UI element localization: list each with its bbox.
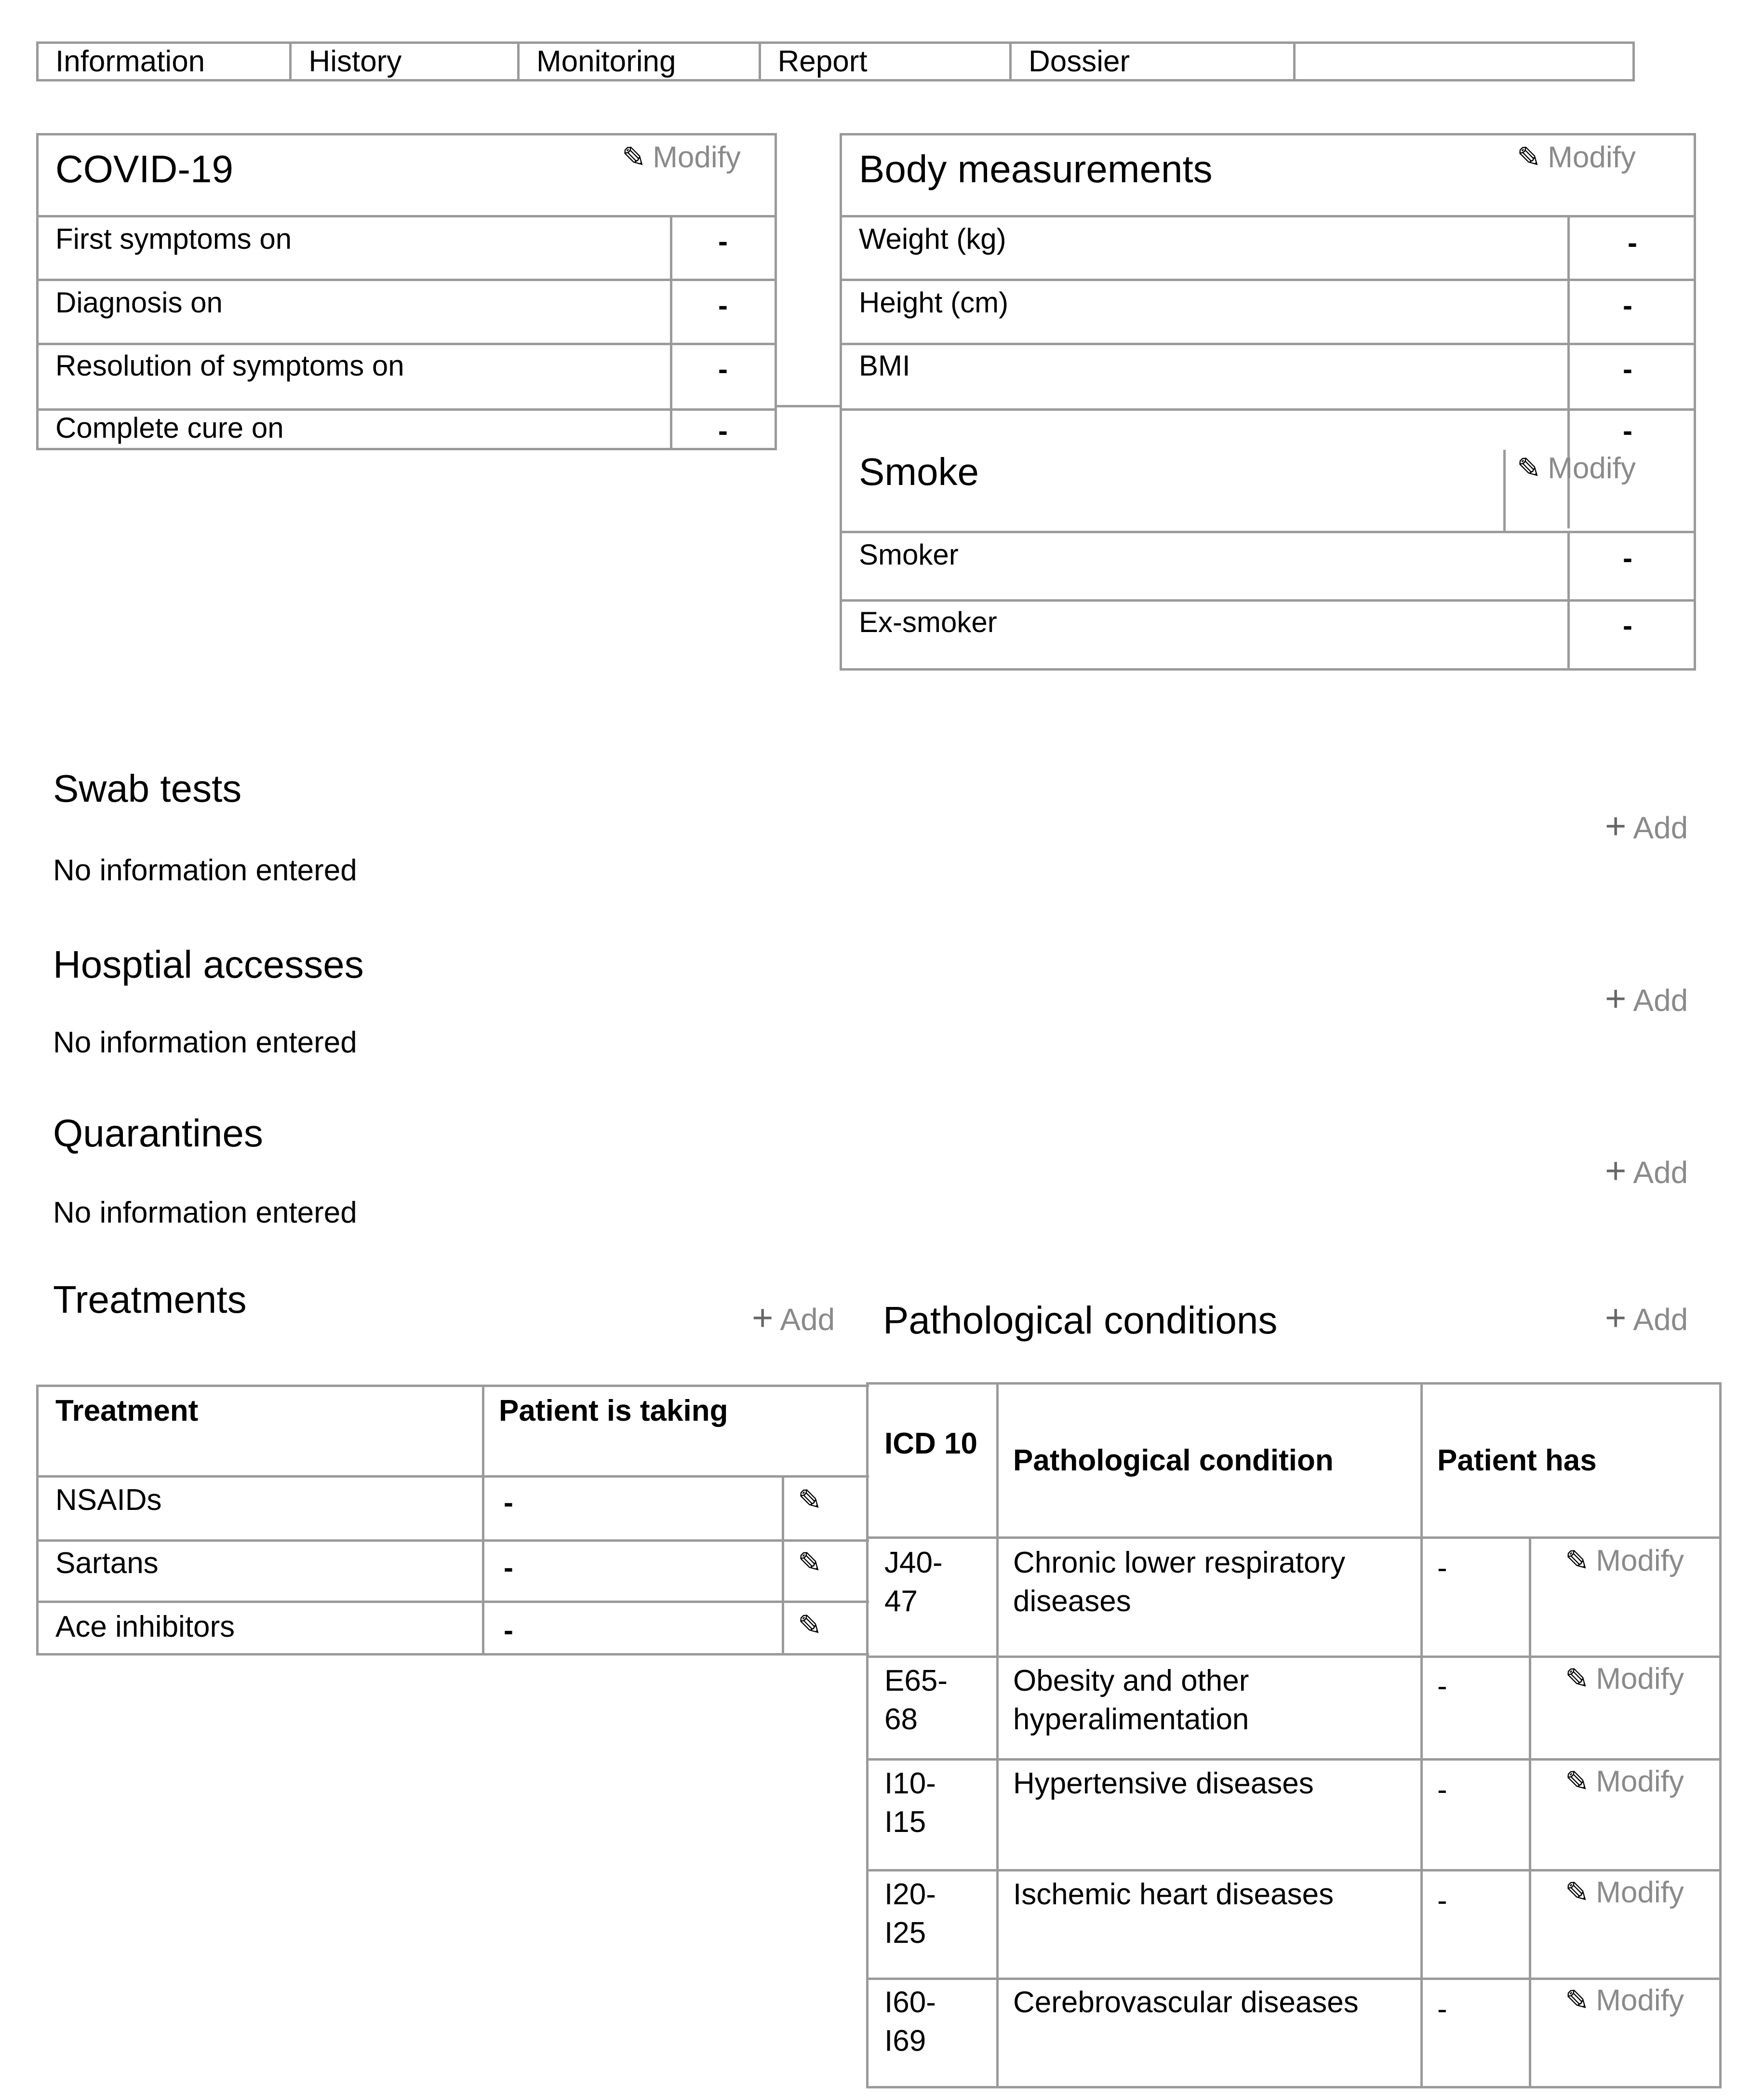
add-label: Add (780, 1302, 835, 1337)
treatment-name: NSAIDs (55, 1483, 162, 1517)
treatment-edit-pencil-icon[interactable]: ✎ (798, 1609, 822, 1642)
pencil-icon: ✎ (622, 141, 646, 174)
tab-history[interactable]: History (292, 44, 520, 79)
patho-condition: Obesity and other hyperalimentation (1013, 1664, 1249, 1736)
patho-modify-button[interactable] (1565, 1983, 1684, 2018)
body-panel (840, 133, 1696, 671)
treatments-title: Treatments (53, 1278, 247, 1321)
covid-row-label: Complete cure on (55, 412, 284, 444)
covid-title: COVID-19 (55, 148, 233, 190)
pencil-icon: ✎ (1565, 1765, 1590, 1798)
pathological-title: Pathological conditions (883, 1299, 1278, 1342)
tab-monitoring[interactable]: Monitoring (520, 44, 761, 79)
pencil-icon: ✎ (1565, 1663, 1590, 1695)
swab-tests-add-button[interactable] (1605, 805, 1688, 847)
patho-has: - (1437, 1773, 1447, 1806)
patho-modify-label: Modify (1596, 1662, 1684, 1696)
pencil-icon: ✎ (1565, 1984, 1590, 2017)
patho-modify-label: Modify (1596, 1876, 1684, 1909)
treatments-table (36, 1385, 869, 1656)
plus-icon: + (1605, 1150, 1627, 1191)
body-title: Body measurements (859, 148, 1213, 190)
patho-header-condition: Pathological condition (1013, 1444, 1334, 1477)
pathological-add-button[interactable] (1605, 1297, 1688, 1339)
plus-icon: + (1605, 1297, 1627, 1338)
body-row-value: - (1623, 289, 1632, 322)
smoke-row-value: - (1623, 609, 1632, 642)
body-row-value: - (1628, 227, 1637, 259)
covid-row-value: - (718, 289, 728, 322)
treatment-name: Ace inhibitors (55, 1610, 235, 1643)
smoke-modify-button[interactable] (1517, 451, 1636, 485)
treatments-header-treatment: Treatment (55, 1394, 199, 1427)
tab-dossier[interactable]: Dossier (1012, 44, 1296, 79)
patho-has: - (1437, 1992, 1447, 2026)
swab-tests-title: Swab tests (53, 767, 242, 810)
patho-header-has: Patient has (1437, 1444, 1597, 1477)
patho-has: - (1437, 1551, 1447, 1585)
patho-icd: I10-I15 (884, 1767, 936, 1839)
patho-modify-label: Modify (1596, 1544, 1684, 1577)
patho-header-icd: ICD 10 (884, 1427, 977, 1460)
patho-icd: E65-68 (884, 1664, 948, 1736)
pencil-icon: ✎ (1565, 1876, 1590, 1909)
treatment-taking: - (504, 1486, 513, 1519)
plus-icon: + (752, 1297, 774, 1338)
body-modify-label: Modify (1548, 141, 1636, 174)
pathological-table (866, 1382, 1722, 2088)
treatment-edit-pencil-icon[interactable]: ✎ (798, 1547, 822, 1579)
covid-row-label: First symptoms on (55, 223, 292, 255)
covid-row-label: Diagnosis on (55, 286, 223, 319)
plus-icon: + (1605, 978, 1627, 1019)
smoke-modify-label: Modify (1548, 452, 1636, 485)
add-label: Add (1633, 1302, 1688, 1337)
patho-has: - (1437, 1669, 1447, 1703)
patho-condition: Cerebrovascular diseases (1013, 1986, 1359, 2019)
smoke-row-label: Ex-smoker (859, 606, 997, 638)
quarantines-title: Quarantines (53, 1112, 263, 1155)
body-row-label: Height (cm) (859, 286, 1009, 319)
quarantines-empty: No information entered (53, 1196, 357, 1229)
body-row-label: BMI (859, 350, 910, 382)
body-row-value: - (1623, 353, 1632, 385)
patho-icd: I60-I69 (884, 1986, 936, 2058)
tab-information[interactable]: Information (39, 44, 292, 79)
patho-modify-button[interactable] (1565, 1764, 1684, 1799)
covid-panel (36, 133, 777, 450)
plus-icon: + (1605, 806, 1627, 847)
hospital-accesses-empty: No information entered (53, 1026, 357, 1059)
pencil-icon: ✎ (1517, 452, 1541, 485)
patho-modify-label: Modify (1596, 1984, 1684, 2017)
covid-modify-button[interactable] (622, 140, 741, 175)
pencil-icon: ✎ (1517, 141, 1541, 174)
covid-row-value: - (718, 225, 728, 257)
patho-modify-button[interactable] (1565, 1662, 1684, 1696)
body-modify-button[interactable] (1517, 140, 1636, 175)
body-extra-value: - (1623, 415, 1632, 447)
patho-has: - (1437, 1884, 1447, 1917)
add-label: Add (1633, 983, 1688, 1018)
smoke-row-label: Smoker (859, 538, 959, 571)
patho-modify-button[interactable] (1565, 1544, 1684, 1578)
treatment-edit-pencil-icon[interactable]: ✎ (798, 1484, 822, 1516)
patho-condition: Ischemic heart diseases (1013, 1878, 1334, 1911)
covid-row-value: - (718, 353, 728, 385)
add-label: Add (1633, 810, 1688, 845)
patho-icd: I20-I25 (884, 1878, 936, 1950)
patho-condition: Hypertensive diseases (1013, 1767, 1314, 1800)
tab-empty[interactable] (1296, 44, 1632, 79)
covid-row-label: Resolution of symptoms on (55, 350, 404, 382)
patho-modify-label: Modify (1596, 1765, 1684, 1798)
add-label: Add (1633, 1155, 1688, 1190)
pencil-icon: ✎ (1565, 1545, 1590, 1577)
body-row-label: Weight (kg) (859, 223, 1006, 255)
treatment-name: Sartans (55, 1547, 159, 1580)
tab-report[interactable]: Report (761, 44, 1012, 79)
treatment-taking: - (504, 1614, 513, 1646)
quarantines-add-button[interactable] (1605, 1150, 1688, 1192)
swab-tests-empty: No information entered (53, 854, 357, 887)
covid-row-value: - (718, 415, 728, 447)
patho-icd: J40-47 (884, 1546, 943, 1618)
treatment-taking: - (504, 1551, 513, 1584)
hospital-accesses-add-button[interactable] (1605, 978, 1688, 1020)
covid-modify-label: Modify (653, 141, 741, 174)
tab-bar (36, 41, 1635, 81)
treatments-add-button[interactable] (752, 1297, 835, 1339)
smoke-title: Smoke (859, 450, 979, 493)
treatments-header-taking: Patient is taking (499, 1394, 728, 1427)
smoke-row-value: - (1623, 542, 1632, 574)
patho-modify-button[interactable] (1565, 1875, 1684, 1910)
patho-condition: Chronic lower respiratory diseases (1013, 1546, 1346, 1618)
hospital-accesses-title: Hosptial accesses (53, 943, 364, 986)
